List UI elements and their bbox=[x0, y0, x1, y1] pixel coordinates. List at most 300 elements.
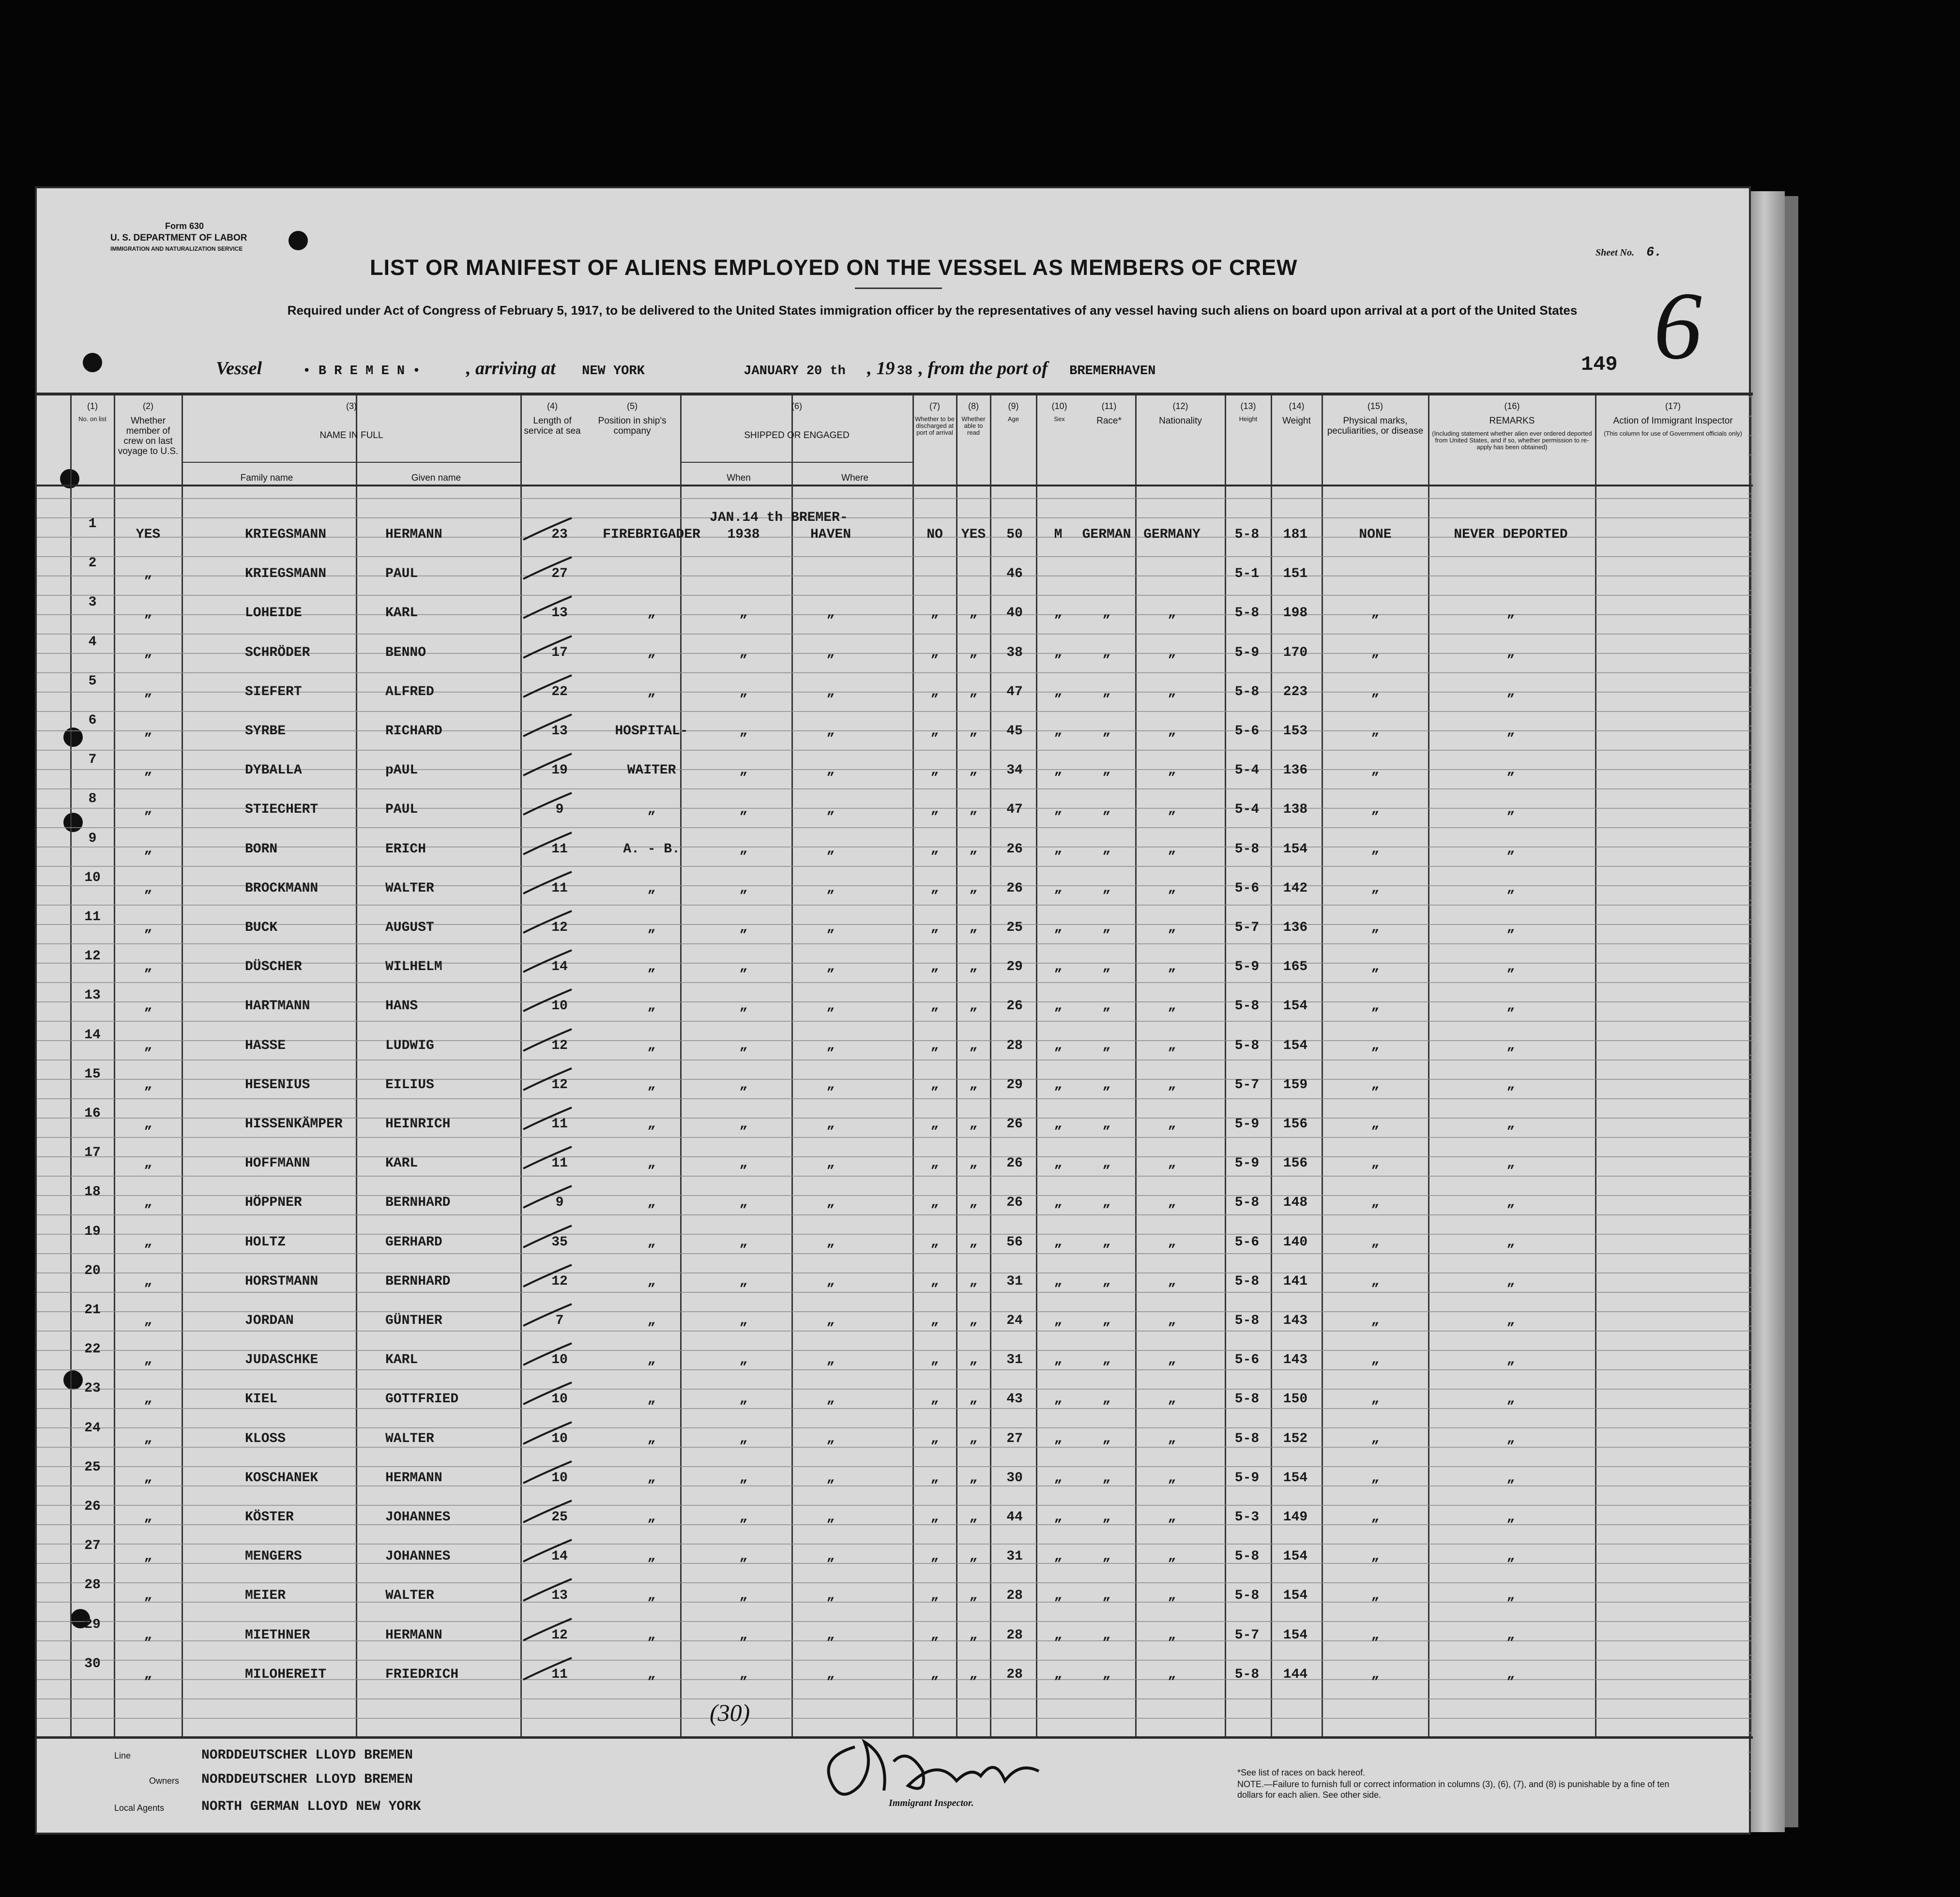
cell-age: 34 bbox=[1006, 763, 1023, 778]
cell-weight: 142 bbox=[1283, 880, 1308, 896]
cell-when: „ bbox=[739, 1313, 748, 1328]
cell-race: „ bbox=[1102, 724, 1111, 739]
cell-discharge: „ bbox=[930, 1392, 939, 1407]
cell-discharge: „ bbox=[930, 1038, 939, 1053]
cell-given: AUGUST bbox=[385, 920, 434, 935]
cell-sex: „ bbox=[1054, 1667, 1063, 1682]
cell-where: „ bbox=[826, 1510, 835, 1525]
check-mark-icon bbox=[518, 1184, 586, 1213]
cell-height: 5-8 bbox=[1234, 1667, 1260, 1682]
cell-crew: „ bbox=[144, 1313, 152, 1328]
cell-age: 24 bbox=[1006, 1313, 1023, 1328]
cell-crew: „ bbox=[144, 1392, 152, 1407]
column-subheader: When bbox=[727, 473, 751, 483]
check-mark-icon bbox=[518, 1577, 586, 1606]
cell-read: „ bbox=[969, 802, 978, 818]
check-mark-icon bbox=[518, 1262, 586, 1291]
cell-remarks: „ bbox=[1506, 1588, 1515, 1604]
cell-no: 25 bbox=[84, 1459, 101, 1475]
cell-service: 23 bbox=[551, 527, 568, 542]
cell-nationality: „ bbox=[1168, 1234, 1176, 1250]
cell-read: YES bbox=[961, 527, 986, 542]
cell-when: „ bbox=[739, 841, 748, 857]
cell-read: „ bbox=[969, 1431, 978, 1446]
cell-height: 5-7 bbox=[1234, 1077, 1260, 1093]
cell-age: 28 bbox=[1006, 1667, 1023, 1682]
cell-read: „ bbox=[969, 763, 978, 778]
cell-race: „ bbox=[1102, 1274, 1111, 1289]
column-header: Length of service at sea bbox=[524, 416, 581, 436]
cell-service: 12 bbox=[551, 1627, 568, 1643]
cell-height: 5-8 bbox=[1234, 999, 1260, 1014]
inspector-label: Immigrant Inspector. bbox=[889, 1798, 974, 1808]
cell-remarks: „ bbox=[1506, 802, 1515, 818]
cell-no: 23 bbox=[84, 1381, 101, 1396]
cell-given: BERNHARD bbox=[385, 1274, 451, 1289]
cell-where: „ bbox=[826, 880, 835, 896]
cell-read: „ bbox=[969, 606, 978, 621]
cell-where: „ bbox=[826, 1117, 835, 1132]
cell-crew: „ bbox=[144, 959, 152, 975]
cell-crew: „ bbox=[144, 1077, 152, 1093]
column-note: (This column for use of Government officials only) bbox=[1604, 430, 1742, 437]
cell-crew: „ bbox=[144, 566, 152, 582]
cell-when: „ bbox=[739, 1667, 748, 1682]
cell-height: 5-8 bbox=[1234, 1392, 1260, 1407]
cell-where: „ bbox=[826, 763, 835, 778]
cell-family: JORDAN bbox=[245, 1313, 294, 1328]
cell-marks: „ bbox=[1371, 880, 1380, 896]
cell-given: WILHELM bbox=[385, 959, 442, 975]
cell-discharge: „ bbox=[930, 1549, 939, 1564]
cell-height: 5-8 bbox=[1234, 1195, 1260, 1211]
column-number: (15) bbox=[1367, 401, 1383, 411]
check-mark-icon bbox=[518, 1459, 586, 1488]
cell-read: „ bbox=[969, 1588, 978, 1604]
cell-remarks: „ bbox=[1506, 920, 1515, 935]
cell-given: FRIEDRICH bbox=[385, 1667, 459, 1682]
cell-read: „ bbox=[969, 1392, 978, 1407]
cell-sex: „ bbox=[1054, 1038, 1063, 1053]
cell-nationality: GERMANY bbox=[1143, 527, 1200, 542]
cell-marks: „ bbox=[1371, 1627, 1380, 1643]
cell-sex: „ bbox=[1054, 1352, 1063, 1368]
cell-remarks: „ bbox=[1506, 959, 1515, 975]
cell-race: „ bbox=[1102, 1627, 1111, 1643]
cell-marks: „ bbox=[1371, 1667, 1380, 1682]
owners-value: NORDDEUTSCHER LLOYD BREMEN bbox=[201, 1772, 413, 1787]
cell-read: „ bbox=[969, 1234, 978, 1250]
check-mark-icon bbox=[518, 1027, 586, 1056]
column-header: Whether member of crew on last voyage to U.S. bbox=[118, 416, 179, 456]
cell-sex: „ bbox=[1054, 1117, 1063, 1132]
cell-where: „ bbox=[826, 841, 835, 857]
cell-nationality: „ bbox=[1168, 1667, 1176, 1682]
cell-where: „ bbox=[826, 1667, 835, 1682]
cell-position: „ bbox=[647, 1470, 656, 1486]
cell-when: „ bbox=[739, 1352, 748, 1368]
cell-when: „ bbox=[739, 1077, 748, 1093]
cell-marks: „ bbox=[1371, 1117, 1380, 1132]
cell-family: SCHRÖDER bbox=[245, 645, 310, 660]
cell-position: „ bbox=[647, 1274, 656, 1289]
cell-given: HERMANN bbox=[385, 527, 442, 542]
cell-height: 5-6 bbox=[1234, 724, 1260, 739]
cell-family: JUDASCHKE bbox=[245, 1352, 319, 1368]
cell-no: 5 bbox=[88, 673, 97, 689]
cell-no: 30 bbox=[84, 1656, 101, 1671]
cell-crew: „ bbox=[144, 645, 152, 660]
department-name: U. S. DEPARTMENT OF LABOR bbox=[110, 233, 247, 243]
cell-crew: „ bbox=[144, 1352, 152, 1368]
cell-remarks: „ bbox=[1506, 1392, 1515, 1407]
cell-weight: 136 bbox=[1283, 763, 1308, 778]
cell-family: HASSE bbox=[245, 1038, 286, 1053]
cell-service: 10 bbox=[551, 1431, 568, 1446]
cell-position: „ bbox=[647, 606, 656, 621]
column-header: Action of Immigrant Inspector bbox=[1613, 416, 1733, 426]
cell-nationality: „ bbox=[1168, 1274, 1176, 1289]
cell-given: KARL bbox=[385, 1352, 418, 1368]
cell-race: „ bbox=[1102, 1588, 1111, 1604]
cell-given: ALFRED bbox=[385, 684, 434, 699]
cell-read: „ bbox=[969, 959, 978, 975]
cell-sex: „ bbox=[1054, 1313, 1063, 1328]
cell-weight: 150 bbox=[1283, 1392, 1308, 1407]
column-header: SHIPPED OR ENGAGED bbox=[744, 430, 850, 440]
cell-weight: 151 bbox=[1283, 566, 1308, 582]
vessel-line: Vessel • B R E M E N • , arriving at NEW YORK JANUARY 20 th , 19 38 , from the port of BREMERHAVEN bbox=[216, 358, 1156, 379]
cell-age: 30 bbox=[1006, 1470, 1023, 1486]
cell-position: „ bbox=[647, 1117, 656, 1132]
cell-weight: 143 bbox=[1283, 1313, 1308, 1328]
cell-race: „ bbox=[1102, 1431, 1111, 1446]
column-number: (5) bbox=[627, 401, 638, 411]
cell-age: 47 bbox=[1006, 684, 1023, 699]
cell-where: „ bbox=[826, 1195, 835, 1211]
cell-sex: „ bbox=[1054, 880, 1063, 896]
cell-nationality: „ bbox=[1168, 920, 1176, 935]
check-mark-icon bbox=[518, 987, 586, 1016]
cell-weight: 154 bbox=[1283, 1038, 1308, 1053]
cell-race: „ bbox=[1102, 1510, 1111, 1525]
cell-race: „ bbox=[1102, 1352, 1111, 1368]
cell-when: „ bbox=[739, 1392, 748, 1407]
cell-service: 12 bbox=[551, 1038, 568, 1053]
cell-position: „ bbox=[647, 880, 656, 896]
cell-read: „ bbox=[969, 1313, 978, 1328]
cell-given: HERMANN bbox=[385, 1627, 442, 1643]
cell-when: „ bbox=[739, 920, 748, 935]
cell-family: HESENIUS bbox=[245, 1077, 310, 1093]
vessel-name: • B R E M E N • bbox=[303, 364, 421, 379]
departure-port: BREMERHAVEN bbox=[1069, 364, 1156, 379]
cell-nationality: „ bbox=[1168, 1549, 1176, 1564]
cell-discharge: „ bbox=[930, 1313, 939, 1328]
cell-crew: „ bbox=[144, 1038, 152, 1053]
cell-remarks: „ bbox=[1506, 1549, 1515, 1564]
column-note: (Including statement whether alien ever ordered deported from United States, and if so, whether permission to re-apply has been obtained) bbox=[1432, 430, 1592, 451]
cell-height: 5-8 bbox=[1234, 1313, 1260, 1328]
check-mark-icon bbox=[518, 555, 586, 584]
cell-age: 26 bbox=[1006, 841, 1023, 857]
cell-weight: 165 bbox=[1283, 959, 1308, 975]
cell-remarks: „ bbox=[1506, 1470, 1515, 1486]
cell-no: 15 bbox=[84, 1066, 101, 1082]
cell-where: „ bbox=[826, 1470, 835, 1486]
cell-weight: 156 bbox=[1283, 1117, 1308, 1132]
cell-position: „ bbox=[647, 959, 656, 975]
cell-sex: „ bbox=[1054, 1627, 1063, 1643]
column-number: (1) bbox=[87, 401, 98, 411]
cell-when: „ bbox=[739, 959, 748, 975]
cell-family: MENGERS bbox=[245, 1549, 302, 1564]
cell-given: RICHARD bbox=[385, 724, 442, 739]
cell-weight: 154 bbox=[1283, 841, 1308, 857]
cell-discharge: „ bbox=[930, 1588, 939, 1604]
cell-given: GOTTFRIED bbox=[385, 1392, 459, 1407]
cell-remarks: „ bbox=[1506, 1667, 1515, 1682]
cell-crew: „ bbox=[144, 841, 152, 857]
cell-sex: „ bbox=[1054, 920, 1063, 935]
cell-sex: „ bbox=[1054, 1234, 1063, 1250]
cell-where: „ bbox=[826, 1313, 835, 1328]
cell-position: „ bbox=[647, 1313, 656, 1328]
column-header: No. on list bbox=[78, 415, 106, 423]
cell-read: „ bbox=[969, 1667, 978, 1682]
cell-given: LUDWIG bbox=[385, 1038, 434, 1053]
agents-label: Local Agents bbox=[114, 1803, 165, 1813]
cell-service: 7 bbox=[555, 1313, 564, 1328]
cell-read: „ bbox=[969, 999, 978, 1014]
cell-where: „ bbox=[826, 1431, 835, 1446]
cell-where: „ bbox=[826, 999, 835, 1014]
cell-height: 5-9 bbox=[1234, 1156, 1260, 1171]
cell-race: „ bbox=[1102, 763, 1111, 778]
cell-position: „ bbox=[647, 1156, 656, 1171]
cell-position: „ bbox=[647, 684, 656, 699]
cell-sex: „ bbox=[1054, 959, 1063, 975]
page-subtitle: Required under Act of Congress of February 5, 1917, to be delivered to the United States immigration officer by the representatives of any vessel having such aliens on board upon arrival at a port of the United States bbox=[287, 303, 1578, 318]
cell-height: 5-8 bbox=[1234, 1431, 1260, 1446]
cell-nationality: „ bbox=[1168, 841, 1176, 857]
cell-position: „ bbox=[647, 1392, 656, 1407]
cell-service: 11 bbox=[551, 880, 568, 896]
cell-nationality: „ bbox=[1168, 1313, 1176, 1328]
column-number: (6) bbox=[791, 401, 802, 411]
cell-weight: 170 bbox=[1283, 645, 1308, 660]
cell-crew: „ bbox=[144, 880, 152, 896]
cell-marks: „ bbox=[1371, 1431, 1380, 1446]
cell-no: 28 bbox=[84, 1578, 101, 1593]
cell-service: 17 bbox=[551, 645, 568, 660]
cell-given: GERHARD bbox=[385, 1234, 442, 1250]
cell-given: WALTER bbox=[385, 1431, 434, 1446]
column-number: (2) bbox=[143, 401, 153, 411]
cell-weight: 143 bbox=[1283, 1352, 1308, 1368]
cell-family: SIEFERT bbox=[245, 684, 302, 699]
cell-where: „ bbox=[826, 645, 835, 660]
cell-given: HANS bbox=[385, 999, 418, 1014]
cell-where: „ bbox=[826, 724, 835, 739]
check-mark-icon bbox=[518, 909, 586, 938]
cell-sex: „ bbox=[1054, 1588, 1063, 1604]
cell-no: 27 bbox=[84, 1538, 101, 1554]
cell-race: GERMAN bbox=[1082, 527, 1131, 542]
cell-sex: „ bbox=[1054, 606, 1063, 621]
column-header: Physical marks, peculiarities, or disease bbox=[1327, 416, 1424, 436]
cell-age: 29 bbox=[1006, 1077, 1023, 1093]
cell-crew: „ bbox=[144, 1627, 152, 1643]
cell-race: „ bbox=[1102, 1117, 1111, 1132]
column-number: (12) bbox=[1172, 401, 1188, 411]
cell-discharge: „ bbox=[930, 1352, 939, 1368]
cell-race: „ bbox=[1102, 606, 1111, 621]
cell-age: 26 bbox=[1006, 1117, 1023, 1132]
cell-service: 11 bbox=[551, 841, 568, 857]
line-value: NORDDEUTSCHER LLOYD BREMEN bbox=[201, 1748, 413, 1763]
cell-when: „ bbox=[739, 684, 748, 699]
cell-age: 44 bbox=[1006, 1510, 1023, 1525]
cell-nationality: „ bbox=[1168, 645, 1176, 660]
cell-service: 11 bbox=[551, 1156, 568, 1171]
cell-read: „ bbox=[969, 880, 978, 896]
cell-service: 14 bbox=[551, 1549, 568, 1564]
arrival-date: JANUARY 20 th bbox=[744, 364, 846, 379]
cell-family: KIEL bbox=[245, 1392, 278, 1407]
cell-discharge: „ bbox=[930, 763, 939, 778]
cell-marks: „ bbox=[1371, 841, 1380, 857]
cell-nationality: „ bbox=[1168, 1470, 1176, 1486]
cell-no: 16 bbox=[84, 1106, 101, 1121]
cell-remarks: „ bbox=[1506, 606, 1515, 621]
cell-weight: 140 bbox=[1283, 1234, 1308, 1250]
cell-family: HISSENKÄMPER bbox=[245, 1117, 343, 1132]
cell-position: „ bbox=[647, 802, 656, 818]
cell-marks: „ bbox=[1371, 1195, 1380, 1211]
cell-read: „ bbox=[969, 1470, 978, 1486]
cell-given: WALTER bbox=[385, 880, 434, 896]
cell-age: 26 bbox=[1006, 1195, 1023, 1211]
cell-remarks: NEVER DEPORTED bbox=[1454, 527, 1568, 542]
cell-where: „ bbox=[826, 1038, 835, 1053]
cell-race: „ bbox=[1102, 1077, 1111, 1093]
cell-nationality: „ bbox=[1168, 1156, 1176, 1171]
races-note: *See list of races on back hereof. bbox=[1237, 1768, 1366, 1777]
column-header: Height bbox=[1239, 415, 1258, 423]
cell-service: 11 bbox=[551, 1117, 568, 1132]
cell-family: SYRBE bbox=[245, 724, 286, 739]
cell-family: KRIEGSMANN bbox=[245, 566, 327, 582]
cell-height: 5-8 bbox=[1234, 1549, 1260, 1564]
cell-remarks: „ bbox=[1506, 1510, 1515, 1525]
check-mark-icon bbox=[518, 594, 586, 623]
cell-service: 19 bbox=[551, 763, 568, 778]
cell-family: KOSCHANEK bbox=[245, 1470, 319, 1486]
column-number: (11) bbox=[1101, 401, 1117, 411]
page-number: 149 bbox=[1581, 353, 1618, 376]
cell-when: „ bbox=[739, 1234, 748, 1250]
cell-discharge: „ bbox=[930, 802, 939, 818]
cell-crew: „ bbox=[144, 920, 152, 935]
cell-service: 27 bbox=[551, 566, 568, 582]
column-number: (7) bbox=[929, 401, 940, 411]
check-mark-icon bbox=[518, 751, 586, 780]
cell-height: 5-8 bbox=[1234, 841, 1260, 857]
check-mark-icon bbox=[518, 1498, 586, 1527]
cell-when: „ bbox=[739, 763, 748, 778]
cell-remarks: „ bbox=[1506, 1431, 1515, 1446]
cell-discharge: „ bbox=[930, 1156, 939, 1171]
cell-no: 7 bbox=[88, 752, 97, 768]
check-mark-icon bbox=[518, 1302, 586, 1331]
cell-remarks: „ bbox=[1506, 999, 1515, 1014]
column-header: Whether able to read bbox=[961, 415, 986, 436]
cell-nationality: „ bbox=[1168, 1077, 1176, 1093]
cell-remarks: „ bbox=[1506, 841, 1515, 857]
cell-marks: „ bbox=[1371, 763, 1380, 778]
cell-given: BENNO bbox=[385, 645, 426, 660]
cell-where: „ bbox=[826, 959, 835, 975]
cell-marks: „ bbox=[1371, 1274, 1380, 1289]
cell-given: BERNHARD bbox=[385, 1195, 451, 1211]
column-header: REMARKS bbox=[1489, 416, 1535, 426]
cell-age: 43 bbox=[1006, 1392, 1023, 1407]
cell-family: HARTMANN bbox=[245, 999, 310, 1014]
cell-age: 47 bbox=[1006, 802, 1023, 818]
cell-no: 3 bbox=[88, 595, 97, 610]
cell-position: „ bbox=[647, 1352, 656, 1368]
cell-marks: „ bbox=[1371, 1588, 1380, 1604]
cell-remarks: „ bbox=[1506, 1313, 1515, 1328]
cell-where: „ bbox=[826, 606, 835, 621]
cell-family: BROCKMANN bbox=[245, 880, 319, 896]
cell-where: „ bbox=[826, 1627, 835, 1643]
cell-weight: 152 bbox=[1283, 1431, 1308, 1446]
check-mark-icon bbox=[518, 1223, 586, 1252]
cell-nationality: „ bbox=[1168, 684, 1176, 699]
form-number: Form 630 bbox=[165, 221, 204, 231]
column-header: Weight bbox=[1282, 416, 1311, 426]
cell-family: LOHEIDE bbox=[245, 606, 302, 621]
cell-given: JOHANNES bbox=[385, 1549, 451, 1564]
cell-race: „ bbox=[1102, 999, 1111, 1014]
check-mark-icon bbox=[518, 673, 586, 702]
cell-remarks: „ bbox=[1506, 880, 1515, 896]
cell-family: HOFFMANN bbox=[245, 1156, 310, 1171]
cell-position: „ bbox=[647, 999, 656, 1014]
cell-age: 45 bbox=[1006, 724, 1023, 739]
cell-height: 5-6 bbox=[1234, 1352, 1260, 1368]
cell-read: „ bbox=[969, 1627, 978, 1643]
column-header: Position in ship's company bbox=[598, 416, 667, 436]
cell-weight: 153 bbox=[1283, 724, 1308, 739]
cell-age: 26 bbox=[1006, 880, 1023, 896]
cell-weight: 154 bbox=[1283, 1588, 1308, 1604]
cell-given: WALTER bbox=[385, 1588, 434, 1604]
cell-nationality: „ bbox=[1168, 1195, 1176, 1211]
cell-crew: „ bbox=[144, 802, 152, 818]
cell-weight: 136 bbox=[1283, 920, 1308, 935]
cell-sex: „ bbox=[1054, 1392, 1063, 1407]
cell-family: MILOHEREIT bbox=[245, 1667, 327, 1682]
cell-crew: „ bbox=[144, 999, 152, 1014]
cell-age: 31 bbox=[1006, 1274, 1023, 1289]
cell-age: 31 bbox=[1006, 1352, 1023, 1368]
cell-remarks: „ bbox=[1506, 724, 1515, 739]
cell-discharge: „ bbox=[930, 1117, 939, 1132]
cell-position: „ bbox=[647, 1588, 656, 1604]
